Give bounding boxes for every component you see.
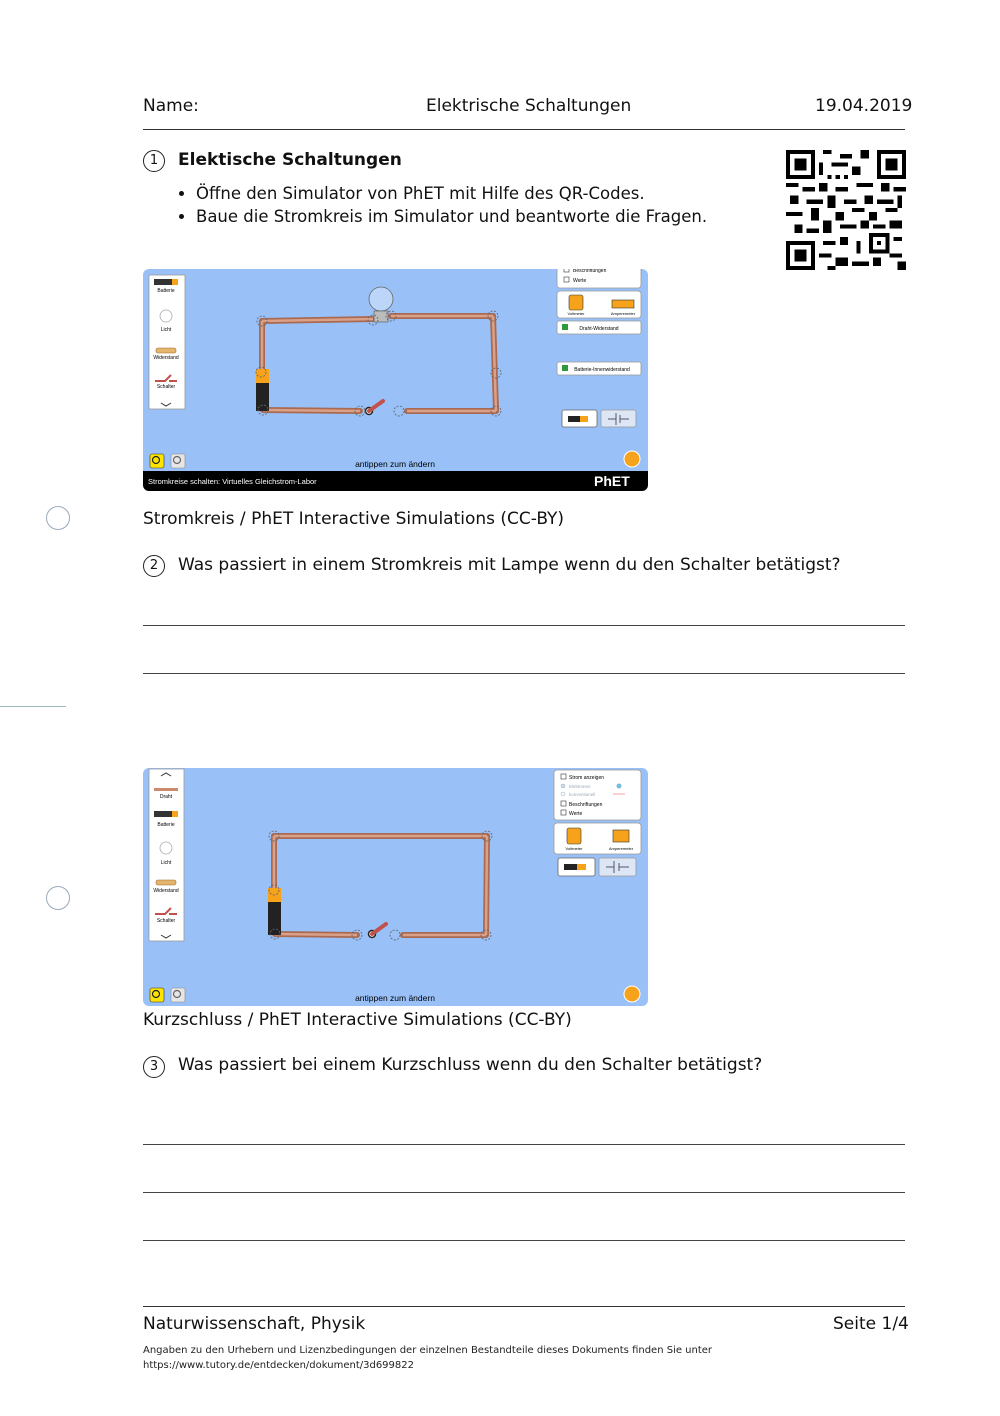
toolbox-label[interactable]: Licht xyxy=(160,327,172,333)
toolbox-label[interactable]: Licht xyxy=(160,860,172,866)
qr-code[interactable] xyxy=(786,150,906,270)
document-date: 19.04.2019 xyxy=(815,96,913,116)
footer-url[interactable]: https://www.tutory.de/entdecken/dokument/3d699822 xyxy=(143,1360,414,1371)
task-3-number: 3 xyxy=(143,1056,165,1078)
option-button-label[interactable]: Draht-Widerstand xyxy=(579,326,619,332)
header-rule xyxy=(143,129,905,130)
punch-hole-top xyxy=(46,506,70,530)
caption-circuit: Stromkreis / PhET Interactive Simulations (CC-BY) xyxy=(143,509,565,529)
meter-label[interactable]: Amperemeter xyxy=(608,846,634,851)
answer-line[interactable] xyxy=(143,1192,905,1193)
answer-line[interactable] xyxy=(143,625,905,626)
radio-label[interactable]: Elektronen xyxy=(569,784,591,789)
footer-subject: Naturwissenschaft, Physik xyxy=(143,1314,366,1334)
hint-text: antippen zum ändern xyxy=(355,993,435,1003)
caption-short-circuit: Kurzschluss / PhET Interactive Simulations (CC-BY) xyxy=(143,1010,572,1030)
option-button-label[interactable]: Batterie-Innenwiderstand xyxy=(574,367,630,373)
toolbox-label[interactable]: Widerstand xyxy=(153,355,179,361)
answer-line[interactable] xyxy=(143,1144,905,1145)
hint-text: antippen zum ändern xyxy=(355,459,435,469)
footer-rule xyxy=(143,1306,905,1307)
task-3-question: Was passiert bei einem Kurzschluss wenn du den Schalter betätigst? xyxy=(178,1055,763,1075)
phet-logo[interactable]: PhET xyxy=(594,473,630,489)
simulation-screenshot-short-circuit xyxy=(143,768,648,1006)
toolbox-label[interactable]: Widerstand xyxy=(153,888,179,894)
name-label: Name: xyxy=(143,96,199,116)
task-1-title: Elektische Schaltungen xyxy=(178,150,402,170)
answer-line[interactable] xyxy=(143,1240,905,1241)
task-1-bullet: • Baue die Stromkreis im Simulator und beantworte die Fragen. xyxy=(196,205,707,228)
meter-label[interactable]: Voltmeter xyxy=(565,846,583,851)
toolbox-label[interactable]: Schalter xyxy=(156,384,176,390)
checkbox-label[interactable]: Strom anzeigen xyxy=(569,775,605,781)
task-2-question: Was passiert in einem Stromkreis mit Lampe wenn du den Schalter betätigst? xyxy=(178,555,841,575)
answer-line[interactable] xyxy=(143,673,905,674)
checkbox-label[interactable]: Beschriftungen xyxy=(569,802,603,808)
simulation-screenshot-circuit xyxy=(143,269,648,491)
footer-page-number: Seite 1/4 xyxy=(833,1314,909,1334)
toolbox-label[interactable]: Schalter xyxy=(156,918,176,924)
toolbox-label[interactable]: Batterie xyxy=(157,288,175,294)
punch-hole-bottom xyxy=(46,886,70,910)
task-1-number: 1 xyxy=(143,150,165,172)
task-1-bullets xyxy=(178,182,707,228)
radio-label[interactable]: konventionell xyxy=(569,792,596,797)
task-2-number: 2 xyxy=(143,555,165,577)
toolbox-label[interactable]: Batterie xyxy=(157,822,175,828)
document-title: Elektrische Schaltungen xyxy=(426,96,632,116)
toolbox-label[interactable]: Draht xyxy=(159,794,173,800)
meter-label[interactable]: Amperemeter xyxy=(610,311,636,316)
checkbox-label[interactable]: Werte xyxy=(569,811,583,817)
sim-footer-title: Stromkreise schalten: Virtuelles Gleichstrom-Labor xyxy=(148,477,317,486)
meter-label[interactable]: Voltmeter xyxy=(567,311,585,316)
checkbox-label[interactable]: Beschriftungen xyxy=(573,269,607,274)
fold-mark xyxy=(0,706,66,707)
task-1-bullet: • Öffne den Simulator von PhET mit Hilfe des QR-Codes. xyxy=(196,182,707,205)
footer-license-notice: Angaben zu den Urhebern und Lizenzbedingungen der einzelnen Bestandteile dieses Dokuments finden Sie unter xyxy=(143,1345,713,1356)
checkbox-label[interactable]: Werte xyxy=(573,278,587,284)
